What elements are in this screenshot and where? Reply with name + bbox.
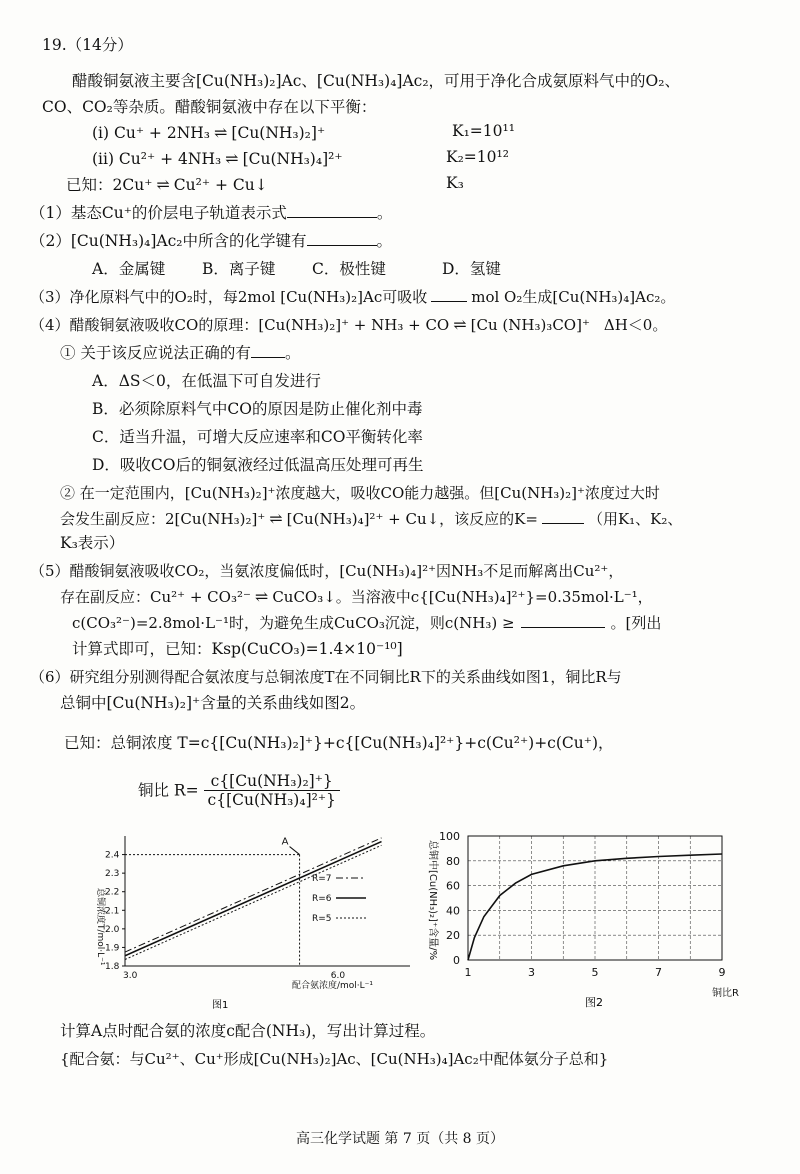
- q4-sub2-answer-blank[interactable]: [542, 508, 584, 524]
- q5-line-2: [60, 586, 653, 608]
- y-tick-label: 2.3: [105, 869, 120, 880]
- k1-value: K₁=10¹¹: [452, 122, 515, 140]
- q2-options: [92, 258, 501, 280]
- q2-option-b[interactable]: B．离子键: [202, 260, 276, 278]
- q4-sub2-l2c: （用K₁、K₂、: [587, 510, 683, 528]
- q2-option-a[interactable]: A．金属键: [92, 260, 166, 278]
- ratio-numerator: c{[Cu(NH₃)₂]⁺}: [204, 772, 340, 791]
- equilibrium-arrow-icon: ⇌: [269, 509, 283, 528]
- q4-sub2-l2a: 会发生副反应：2[Cu(NH₃)₂]⁺: [60, 510, 266, 528]
- y-tick-label: 60: [446, 879, 460, 893]
- q5-l3b: 。[列出: [610, 614, 662, 632]
- k2-value: K₂=10¹²: [446, 148, 509, 166]
- q2-answer-blank[interactable]: [307, 230, 377, 246]
- k3-label: K₃: [446, 174, 464, 192]
- x-tick-label: 3.0: [123, 971, 138, 981]
- equilibrium-arrow-icon: ⇌: [254, 587, 269, 606]
- q1-answer-blank[interactable]: [287, 202, 377, 218]
- question-number: 19.: [42, 36, 67, 54]
- figure-2-title: 图2: [585, 996, 603, 1009]
- ratio-label: 铜比 R=: [138, 781, 199, 800]
- q5-l3a: c(CO₃²⁻)=2.8mol·L⁻¹时，为避免生成CuCO₃沉淀，则c(NH₃) ≥: [72, 614, 515, 632]
- equilibrium-arrow-icon: ⇌: [453, 315, 467, 334]
- q6-line-1: （6）研究组分别测得配合氨浓度与总铜浓度T在不同铜比R下的关系曲线如图1，铜比R与: [30, 668, 622, 686]
- q4-sub1-option-d[interactable]: D．吸收CO后的铜氨液经过低温高压处理可再生: [92, 456, 424, 474]
- legend-label: R=7: [312, 874, 332, 884]
- equilibrium-1: [92, 122, 325, 144]
- q2-option-d[interactable]: D．氢键: [442, 260, 501, 278]
- x-tick-label: 3: [528, 966, 535, 979]
- y-tick-label: 80: [446, 854, 460, 868]
- y-axis-label: 总铜中[Cu(NH₃)₂]⁺含量/%: [427, 840, 438, 961]
- question-1: [30, 202, 392, 224]
- equilibrium-3: [66, 174, 268, 196]
- series-line-R=5: [125, 845, 382, 959]
- y-tick-label: 2.0: [105, 924, 120, 935]
- eq2-right: [Cu(NH₃)₄]²⁺: [242, 150, 343, 168]
- q4-sub1-stem: [60, 342, 300, 364]
- intro-line-1: 醋酸铜氨液主要含[Cu(NH₃)₂]Ac、[Cu(NH₃)₄]Ac₂，可用于净化合成氨原料气中的O₂、: [72, 72, 680, 90]
- x-axis-label: 配合氨浓度/mol·L⁻¹: [292, 981, 374, 991]
- q3-answer-blank[interactable]: [431, 286, 467, 302]
- q4-dh: ΔH＜0。: [603, 316, 668, 334]
- ratio-denominator: c{[Cu(NH₃)₄]²⁺}: [207, 791, 336, 809]
- q4-sub2-line-3: K₃表示）: [60, 534, 125, 552]
- y-axis-label: 总铜浓度T/mol·L⁻¹: [95, 888, 105, 966]
- figure-1-title: 图1: [212, 1000, 229, 1011]
- y-tick-label: 40: [446, 904, 460, 918]
- equilibrium-arrow-icon: ⇌: [156, 175, 170, 194]
- point-a-pointer: [290, 847, 300, 855]
- q1-text: （1）基态Cu⁺的价层电子轨道表示式: [30, 204, 287, 222]
- q4-sub1-option-c[interactable]: C．适当升温，可增大反应速率和CO平衡转化率: [92, 428, 423, 446]
- y-tick-label: 2.4: [105, 850, 120, 861]
- q4-sub1-end: 。: [284, 344, 301, 362]
- y-tick-label: 2.2: [105, 887, 120, 898]
- q2-option-c[interactable]: C．极性键: [312, 260, 386, 278]
- question-3: [30, 286, 675, 308]
- q5-line-3: [72, 612, 661, 634]
- eq1-right: [Cu(NH₃)₂]⁺: [231, 124, 326, 142]
- q5-l2a: 存在副反应：Cu²⁺ + CO₃²⁻: [60, 588, 251, 606]
- q6-known: 已知：总铜浓度 T=c{[Cu(NH₃)₂]⁺}+c{[Cu(NH₃)₄]²⁺}+c(Cu²⁺)+c(Cu⁺)，: [64, 734, 614, 752]
- equilibrium-arrow-icon: ⇌: [225, 149, 239, 168]
- q4-sub1-answer-blank[interactable]: [251, 342, 285, 358]
- equilibrium-2: [92, 148, 343, 170]
- q1-end: 。: [376, 204, 393, 222]
- x-tick-label: 9: [718, 966, 726, 979]
- question-header: [42, 34, 133, 56]
- y-tick-label: 100: [439, 830, 460, 843]
- eq3-left: 已知：2Cu⁺: [66, 176, 153, 194]
- q5-line-4: 计算式即可，已知：Ksp(CuCO₃)=1.4×10⁻¹⁰]: [72, 640, 403, 658]
- eq3-right: Cu²⁺ + Cu↓: [173, 176, 268, 194]
- q4-sub1-option-a[interactable]: A．ΔS＜0，在低温下可自发进行: [92, 372, 321, 390]
- y-tick-label: 1.9: [105, 943, 120, 954]
- q4-sub2-line-2: [60, 508, 682, 530]
- q4-text: （4）醋酸铜氨液吸收CO的原理：[Cu(NH₃)₂]⁺ + NH₃ + CO: [30, 316, 450, 334]
- figure-1-chart: [80, 826, 420, 1014]
- q2-end: 。: [376, 232, 393, 250]
- q3-mid: mol O₂生成[Cu(NH₃)₄]Ac₂。: [471, 288, 676, 306]
- q4-sub2-line-1: ② 在一定范围内，[Cu(NH₃)₂]⁺浓度越大，吸收CO能力越强。但[Cu(NH₃)₂]⁺浓度过大时: [60, 484, 660, 502]
- point-a-label: A: [281, 836, 289, 848]
- x-tick-label: 7: [655, 966, 662, 979]
- ratio-fraction: [204, 772, 340, 809]
- y-tick-label: 2.1: [105, 906, 120, 917]
- q6-note: {配合氨：与Cu²⁺、Cu⁺形成[Cu(NH₃)₂]Ac、[Cu(NH₃)₄]Ac₂中配体氨分子总和}: [60, 1050, 609, 1068]
- legend-label: R=6: [312, 894, 332, 904]
- q6-ask: 计算A点时配合氨的浓度c配合(NH₃)，写出计算过程。: [60, 1022, 436, 1040]
- intro-line-2: CO、CO₂等杂质。醋酸铜氨液中存在以下平衡：: [42, 98, 377, 116]
- question-4: [30, 314, 667, 336]
- q4-product: [Cu (NH₃)₃CO]⁺: [470, 316, 590, 334]
- y-tick-label: 20: [446, 929, 460, 943]
- x-axis-label: 铜比R: [712, 988, 739, 999]
- q5-answer-blank[interactable]: [521, 612, 605, 628]
- q5-l2b: CuCO₃↓。当溶液中c{[Cu(NH₃)₄]²⁺}=0.35mol·L⁻¹，: [272, 588, 653, 606]
- equilibrium-arrow-icon: ⇌: [214, 123, 228, 142]
- y-tick-label: 0: [453, 954, 460, 967]
- question-points: （14分）: [66, 36, 133, 54]
- question-2: [30, 230, 392, 252]
- q6-line-2: 总铜中[Cu(NH₃)₂]⁺含量的关系曲线如图2。: [60, 694, 366, 712]
- x-tick-label: 6.0: [330, 971, 346, 981]
- eq2-left: (ii) Cu²⁺ + 4NH₃: [92, 150, 222, 168]
- q4-sub1-option-b[interactable]: B．必须除原料气中CO的原因是防止催化剂中毒: [92, 400, 423, 418]
- q4-sub2-l2b: [Cu(NH₃)₄]²⁺ + Cu↓，该反应的K=: [286, 510, 538, 528]
- q2-text: （2）[Cu(NH₃)₄]Ac₂中所含的化学键有: [30, 232, 307, 250]
- copper-ratio-formula: [138, 772, 340, 809]
- eq1-left: (i) Cu⁺ + 2NH₃: [92, 124, 210, 142]
- x-tick-label: 5: [591, 966, 599, 979]
- q5-line-1: （5）醋酸铜氨液吸收CO₂，当氨浓度偏低时，[Cu(NH₃)₄]²⁺因NH₃不足而解离出Cu²⁺，: [30, 562, 624, 580]
- y-tick-label: 1.8: [105, 962, 120, 972]
- figure-2-chart: [420, 820, 765, 1010]
- q4-sub1-text: ① 关于该反应说法正确的有: [60, 344, 251, 362]
- page-footer: 高三化学试题 第 7 页（共 8 页）: [295, 1131, 505, 1147]
- legend-label: R=5: [312, 914, 332, 924]
- q3-text: （3）净化原料气中的O₂时，每2mol [Cu(NH₃)₂]Ac可吸收: [30, 288, 428, 306]
- x-tick-label: 1: [464, 966, 472, 979]
